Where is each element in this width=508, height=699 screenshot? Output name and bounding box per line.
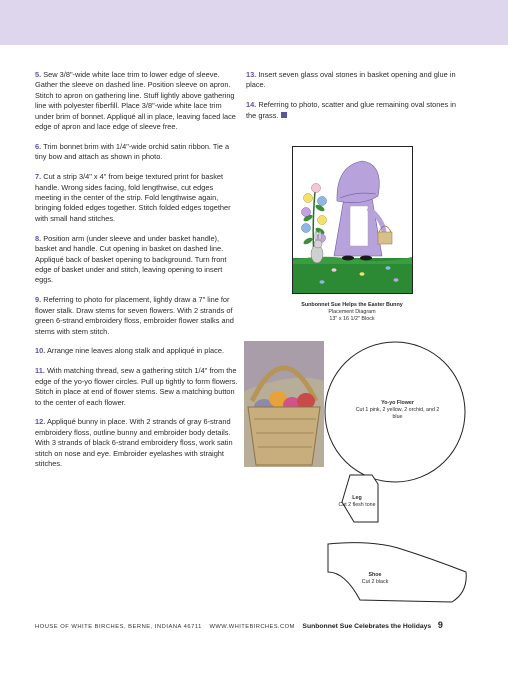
step-9: 9. Referring to photo for placement, lightly draw a 7" line for flower stalk. Draw stems for seven flowers. With 2 strands of green 6-strand embroidery floss, embroider flower stalks and stems with stem stitch. [35, 295, 234, 336]
pattern-pieces [320, 340, 470, 610]
step-11: 11. With matching thread, sew a gathering stitch 1/4" from the edge of the yo-yo flower circles. Pull up tightly to form flowers. Stitch in place at end of flower stems. Sew a matching button to the center of each flower. [35, 366, 238, 407]
step-13: 13. Insert seven glass oval stones in basket opening and glue in place. [246, 70, 456, 90]
step-5: 5. Sew 3/8"-wide white lace trim to lower edge of sleeve. Gather the sleeve on dashed line. Position sleeve on apron. Stitch to apron on gathering line. Stuff lightly above gathering line with polyester fiberfill. Place 3/8"-wide white lace trim under brim of bonnet. Appliqué all in place, leaving faced lace edge of apron and lace edge of sleeve free. [35, 70, 236, 132]
footer-url[interactable]: WWW.WHITEBIRCHES.COM [209, 624, 295, 630]
instructions-right-column [246, 70, 468, 131]
leg-label: Leg Cut 2 flesh tone [338, 495, 376, 508]
footer-book-title: Sunbonnet Sue Celebrates the Holidays [302, 623, 432, 630]
step-8: 8. Position arm (under sleeve and under basket handle), basket and handle. Cut opening in basket on dashed line. Appliqué back of basket opening to background. Turn front edge of basket under and stitch, leaving opening to insert eggs. [35, 233, 227, 285]
step-14: 14. Referring to photo, scatter and glue remaining oval stones in the grass. [246, 100, 456, 120]
end-mark-icon [281, 112, 287, 118]
page-number: 9 [437, 620, 443, 630]
yoyo-flower-label: Yo-yo Flower Cut 1 pink, 2 yellow, 2 orchid, and 2 blue [355, 400, 440, 420]
page-footer [35, 620, 475, 630]
diagram-caption: Sunbonnet Sue Helps the Easter Bunny Placement Diagram 13" x 16 1/2" Block [301, 302, 403, 322]
step-6: 6. Trim bonnet brim with 1/4"-wide orchid satin ribbon. Tie a tiny bow and attach as shown in photo. [35, 141, 230, 162]
top-color-band [0, 0, 508, 45]
placement-diagram-illustration [292, 146, 413, 294]
instructions-left-column [35, 70, 239, 479]
shoe-label: Shoe Cut 2 black [361, 572, 389, 585]
step-12: 12. Appliqué bunny in place. With 2 strands of gray 6-strand embroidery floss, outline bunny and embroider body details. With 3 strands of black 6-strand embroidery floss, work satin stitch on nose and eye. Embroider eyelashes with straight stitches. [35, 417, 233, 469]
footer-publisher: HOUSE OF WHITE BIRCHES, BERNE, INDIANA 46711 [35, 624, 202, 630]
step-7: 7. Cut a strip 3/4" x 4" from beige textured print for basket handle. Wrong sides facing, fold lengthwise, cut edges meeting in the center of the strip. Fold lengthwise again, bringing folded edges together. Stitch folded edges together with small hand stitches. [35, 172, 231, 223]
basket-photo [244, 341, 324, 467]
step-10: 10. Arrange nine leaves along stalk and appliqué in place. [35, 346, 225, 356]
